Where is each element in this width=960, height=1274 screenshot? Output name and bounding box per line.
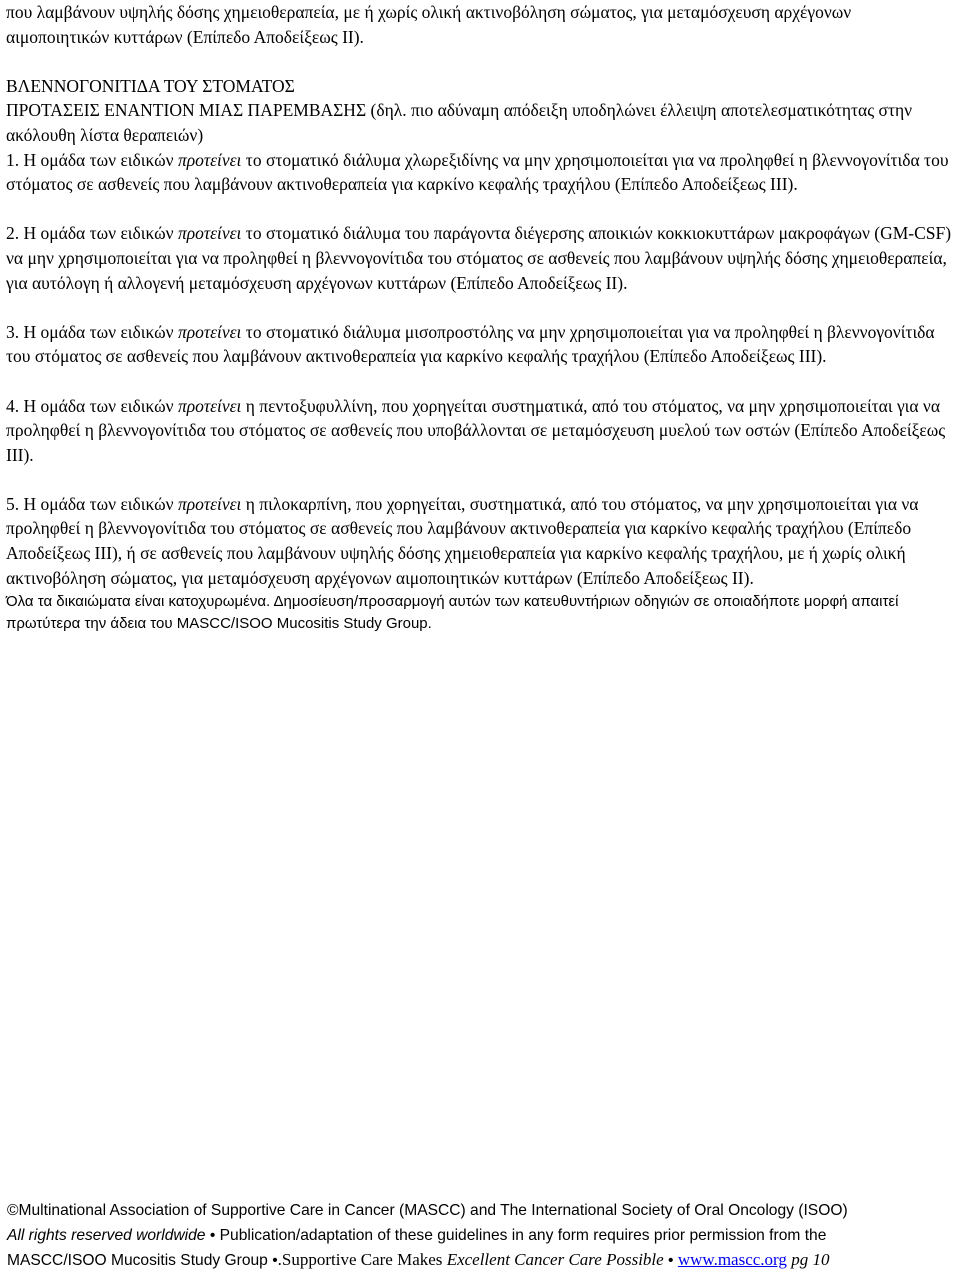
bullet-separator: •: [272, 1252, 278, 1270]
page-footer: [7, 1199, 953, 1274]
footer-rights: All rights reserved worldwide: [7, 1226, 206, 1244]
recommendation-item: [6, 148, 954, 197]
item-verb: προτείνει: [177, 493, 242, 514]
recommendation-item: [6, 492, 954, 590]
footer-copyright-line: ©Multinational Association of Supportive Care in Cancer (MASCC) and The International Society of Oral Oncology (ISOO): [7, 1202, 848, 1219]
item-verb: προτείνει: [177, 395, 242, 416]
footer-slogan-italic: Excellent Cancer Care Possible: [446, 1250, 664, 1270]
recommendation-item: [6, 394, 954, 468]
item-prefix: 2. Η ομάδα των ειδικών: [6, 223, 178, 244]
section-title: ΒΛΕΝΝΟΓΟΝΙΤΙΔΑ ΤΟΥ ΣΤΟΜΑΤΟΣ: [6, 75, 295, 96]
footer-permission: Publication/adaptation of these guidelines in any form requires prior permission from the: [219, 1226, 827, 1244]
item-text: η πιλοκαρπίνη, που χορηγείται, συστηματικά, από του στόματος, να μην χρησιμοποιείται για να προληφθεί η βλεννογονίτιδα του στόματος σε ασθενείς που λαμβάνουν ακτινοθεραπεία για καρκίνο κεφαλής τραχήλου (Επίπεδο Αποδείξεως ΙΙΙ), ή σε ασθενείς που λαμβάνουν υψηλής δόσης χημειοθεραπεία για καρκίνο κεφαλής τραχήλου, με ή χωρίς ολική ακτινοβόληση σώματος, για μεταμόσχευση αρχέγονων αιμοποιητικών κυττάρων (Επίπεδο Αποδείξεως ΙΙ).: [6, 493, 919, 588]
document-page: [6, 0, 954, 634]
recommendation-item: [6, 221, 954, 295]
copyright-notice: Όλα τα δικαιώματα είναι κατοχυρωμένα. Δημοσίευση/προσαρμογή αυτών των κατευθυντήριων οδηγιών σε οποιαδήποτε μορφή απαιτεί πρωτύτερα την άδεια του MASCC/ISOO Mucositis Study Group.: [6, 593, 899, 632]
item-verb: προτείνει: [177, 321, 242, 342]
item-prefix: 3. Η ομάδα των ειδικών: [6, 321, 178, 342]
recommendation-item: [6, 320, 954, 369]
item-text: το στοματικό διάλυμα του παράγοντα διέγερσης αποικιών κοκκιοκυττάρων μακροφάγων (GM-CSF) να μην χρησιμοποιείται για να προληφθεί η βλεννογονίτιδα του στόματος σε ασθενείς που λαμβάνουν υψηλής δόσης χημειοθεραπεία, για αυτόλογη ή αλλογενή μεταμόσχευση αρχέγονων κυττάρων (Επίπεδο Αποδείξεως ΙΙ).: [6, 223, 952, 293]
item-text: το στοματικό διάλυμα χλωρεξιδίνης να μην χρησιμοποιείται για να προληφθεί η βλεννογονίτιδα του στόματος σε ασθενείς που λαμβάνουν ακτινοθεραπεία για καρκίνο κεφαλής τραχήλου (Επίπεδο Αποδείξεως ΙΙΙ).: [6, 149, 949, 195]
mascc-website-link[interactable]: www.mascc.org: [677, 1250, 787, 1270]
item-prefix: 5. Η ομάδα των ειδικών: [6, 493, 178, 514]
item-verb: προτείνει: [177, 149, 242, 170]
intro-paragraph: που λαμβάνουν υψηλής δόσης χημειοθεραπεία, με ή χωρίς ολική ακτινοβόληση σώματος, για μεταμόσχευση αρχέγονων αιμοποιητικών κυττάρων (Επίπεδο Αποδείξεως ΙΙ).: [6, 2, 852, 47]
bullet-separator: •: [209, 1226, 216, 1244]
section-subtitle: ΠΡΟΤΑΣΕΙΣ ΕΝΑΝΤΙΟΝ ΜΙΑΣ ΠΑΡΕΜΒΑΣΗΣ (δηλ. πιο αδύναμη απόδειξη υποδηλώνει έλλειψη αποτελεσματικότητας στην ακόλουθη λίστα θεραπειών): [6, 100, 913, 145]
bullet-separator: •: [668, 1252, 674, 1270]
footer-rights-line: [7, 1224, 953, 1249]
item-prefix: 1. Η ομάδα των ειδικών: [6, 149, 178, 170]
item-text: η πεντοξυφυλλίνη, που χορηγείται συστηματικά, από του στόματος, να μην χρησιμοποιείται για να προληφθεί η βλεννογονίτιδα του στόματος σε ασθενείς που υποβάλλονται σε μεταμόσχευση μυελού των οστών (Επίπεδο Αποδείξεως ΙΙΙ).: [6, 395, 946, 465]
footer-group: MASCC/ISOO Mucositis Study Group: [7, 1252, 268, 1270]
item-text: το στοματικό διάλυμα μισοπροστόλης να μην χρησιμοποιείται για να προληφθεί η βλεννογονίτιδα του στόματος σε ασθενείς που λαμβάνουν ακτινοθεραπεία για καρκίνο κεφαλής τραχήλου (Επίπεδο Αποδείξεως ΙΙΙ).: [6, 321, 935, 367]
page-number: pg 10: [791, 1250, 830, 1270]
item-prefix: 4. Η ομάδα των ειδικών: [6, 395, 178, 416]
item-verb: προτείνει: [177, 223, 242, 244]
footer-slogan: .Supportive Care Makes: [277, 1250, 447, 1270]
